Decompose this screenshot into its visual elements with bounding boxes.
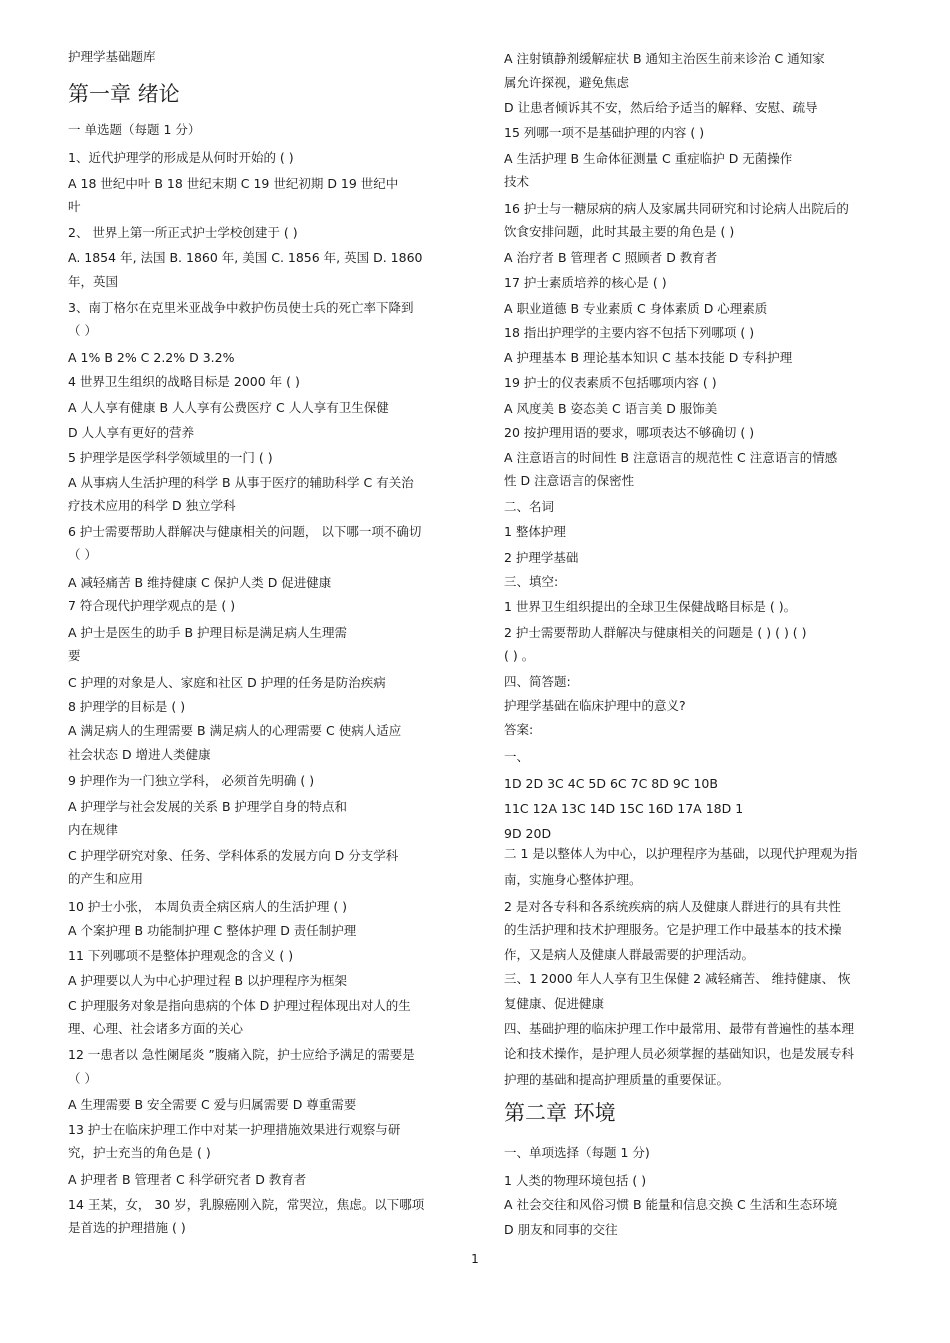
text-line: 社会状态 D 增进人类健康 (68, 747, 211, 762)
text-line: A 注射镇静剂缓解症状 B 通知主治医生前来诊治 C 通知家 (504, 51, 825, 66)
text-line: A 护士是医生的助手 B 护理目标是满足病人生理需 (68, 625, 348, 640)
text-line: 6 护士需要帮助人群解决与健康相关的问题， 以下哪一项不确切 (68, 524, 422, 539)
text-line: A 社会交往和风俗习惯 B 能量和信息交换 C 生活和生态环境 (504, 1197, 838, 1212)
text-line: 8 护理学的目标是 ( ) (68, 699, 186, 714)
text-line: A 注意语言的时间性 B 注意语言的规范性 C 注意语言的情感 (504, 450, 838, 465)
text-line: A 护理者 B 管理者 C 科学研究者 D 教育者 (68, 1172, 307, 1187)
text-line: 要 (68, 648, 81, 663)
text-line: 一 单选题（每题 1 分） (68, 122, 201, 137)
text-line: 答案: (504, 722, 534, 737)
text-line: A 1% B 2% C 2.2% D 3.2% (68, 350, 235, 365)
text-line: 11C 12A 13C 14D 15C 16D 17A 18D 1 (504, 801, 744, 816)
text-line: 12 一患者以 急性阑尾炎 ”腹痛入院，护士应给予满足的需要是 (68, 1047, 415, 1062)
text-line: （ ） (68, 1071, 97, 1086)
text-line: 作，又是病人及健康人群最需要的护理活动。 (504, 947, 755, 962)
text-line: 技术 (504, 174, 530, 189)
text-line: 叶 (68, 199, 81, 214)
text-line: 一、单项选择（每题 1 分) (504, 1145, 650, 1160)
text-line: 三、填空: (504, 574, 559, 589)
text-line: （ ） (68, 323, 97, 338)
text-line: 二 1 是以整体人为中心，以护理程序为基础，以现代护理观为指 (504, 846, 858, 861)
text-line: 的产生和应用 (68, 871, 144, 886)
text-line: 17 护士素质培养的核心是 ( ) (504, 275, 667, 290)
text-line: 复健康、促进健康 (504, 996, 605, 1011)
text-line: 2 是对各专科和各系统疾病的病人及健康人群进行的具有共性 (504, 899, 841, 914)
text-line: 四、基础护理的临床护理工作中最常用、最带有普遍性的基本理 (504, 1021, 855, 1036)
text-line: D 人人享有更好的营养 (68, 425, 195, 440)
text-line: A 治疗者 B 管理者 C 照顾者 D 教育者 (504, 250, 718, 265)
text-line: 1 人类的物理环境包括 ( ) (504, 1173, 647, 1188)
text-line: 1 整体护理 (504, 524, 566, 539)
text-line: 论和技术操作，是护理人员必须掌握的基础知识，也是发展专科 (504, 1046, 855, 1061)
text-line: 2 护士需要帮助人群解决与健康相关的问题是 ( ) ( ) ( ) (504, 625, 807, 640)
text-line: A. 1854 年, 法国 B. 1860 年, 美国 C. 1856 年, 英国 D. 1860 (68, 250, 423, 265)
text-line: C 护理的对象是人、家庭和社区 D 护理的任务是防治疾病 (68, 675, 386, 690)
text-line: 10 护士小张， 本周负责全病区病人的生活护理 ( ) (68, 899, 348, 914)
text-line: D 让患者倾诉其不安，然后给予适当的解释、安慰、疏导 (504, 100, 818, 115)
text-line: 18 指出护理学的主要内容不包括下列哪项 ( ) (504, 325, 755, 340)
text-line: 3、南丁格尔在克里米亚战争中救护伤员使士兵的死亡率下降到 (68, 300, 414, 315)
text-line: A 从事病人生活护理的科学 B 从事于医疗的辅助科学 C 有关治 (68, 475, 414, 490)
text-line: A 护理学与社会发展的关系 B 护理学自身的特点和 (68, 799, 348, 814)
text-line: 三、1 2000 年人人享有卫生保健 2 减轻痛苦、 维持健康、 恢 (504, 971, 851, 986)
text-line: 16 护士与一糖尿病的病人及家属共同研究和讨论病人出院后的 (504, 201, 849, 216)
text-line: 理、心理、社会诸多方面的关心 (68, 1021, 244, 1036)
text-line: （ ） (68, 547, 97, 562)
text-line: C 护理学研究对象、任务、学科体系的发展方向 D 分支学科 (68, 848, 399, 863)
chapter-heading: 第二章 环境 (504, 1101, 616, 1125)
text-line: A 护理基本 B 理论基本知识 C 基本技能 D 专科护理 (504, 350, 793, 365)
text-line: 属允许探视，避免焦虑 (504, 75, 630, 90)
text-line: 15 列哪一项不是基础护理的内容 ( ) (504, 125, 705, 140)
text-line: 南，实施身心整体护理。 (504, 872, 642, 887)
text-line: C 护理服务对象是指向患病的个体 D 护理过程体现出对人的生 (68, 998, 411, 1013)
text-line: 二、名词 (504, 499, 555, 514)
text-line: 19 护士的仪表素质不包括哪项内容 ( ) (504, 375, 717, 390)
text-line: A 生活护理 B 生命体征测量 C 重症临护 D 无菌操作 (504, 151, 793, 166)
text-line: ( ) 。 (504, 648, 535, 663)
text-line: 一、 (504, 749, 530, 764)
text-line: 护理学基础在临床护理中的意义? (504, 698, 686, 713)
text-line: A 个案护理 B 功能制护理 C 整体护理 D 责任制护理 (68, 923, 357, 938)
text-line: 2 护理学基础 (504, 550, 579, 565)
text-line: 饮食安排问题，此时其最主要的角色是 ( ) (504, 224, 735, 239)
text-line: A 18 世纪中叶 B 18 世纪末期 C 19 世纪初期 D 19 世纪中 (68, 176, 399, 191)
text-line: 4 世界卫生组织的战略目标是 2000 年 ( ) (68, 374, 300, 389)
text-line: 14 王某，女， 30 岁，乳腺癌刚入院，常哭泣，焦虑。以下哪项 (68, 1197, 425, 1212)
text-line: 内在规律 (68, 822, 119, 837)
text-line: 四、简答题: (504, 674, 571, 689)
text-line: 年，英国 (68, 274, 119, 289)
text-line: 5 护理学是医学科学领域里的一门 ( ) (68, 450, 273, 465)
text-line: A 满足病人的生理需要 B 满足病人的心理需要 C 使病人适应 (68, 723, 402, 738)
text-line: A 减轻痛苦 B 维持健康 C 保护人类 D 促进健康 (68, 575, 332, 590)
text-line: 疗技术应用的科学 D 独立学科 (68, 498, 236, 513)
text-line: 1、近代护理学的形成是从何时开始的 ( ) (68, 150, 294, 165)
text-line: 性 D 注意语言的保密性 (504, 473, 635, 488)
page-number: 1 (471, 1252, 479, 1266)
text-line: 1D 2D 3C 4C 5D 6C 7C 8D 9C 10B (504, 776, 718, 791)
text-line: 护理学基础题库 (68, 49, 156, 64)
text-line: D 朋友和同事的交往 (504, 1222, 618, 1237)
text-line: 13 护士在临床护理工作中对某一护理措施效果进行观察与研 (68, 1122, 401, 1137)
text-line: A 人人享有健康 B 人人享有公费医疗 C 人人享有卫生保健 (68, 400, 389, 415)
chapter-heading: 第一章 绪论 (68, 82, 180, 106)
text-line: 究，护士充当的角色是 ( ) (68, 1145, 211, 1160)
text-line: 20 按护理用语的要求，哪项表达不够确切 ( ) (504, 425, 755, 440)
text-line: 11 下列哪项不是整体护理观念的含义 ( ) (68, 948, 294, 963)
text-line: A 护理要以人为中心护理过程 B 以护理程序为框架 (68, 973, 348, 988)
text-line: 是首选的护理措施 ( ) (68, 1220, 186, 1235)
text-line: A 职业道德 B 专业素质 C 身体素质 D 心理素质 (504, 301, 768, 316)
text-line: A 风度美 B 姿态美 C 语言美 D 服饰美 (504, 401, 718, 416)
text-line: 2、 世界上第一所正式护士学校创建于 ( ) (68, 225, 298, 240)
text-line: 1 世界卫生组织提出的全球卫生保健战略目标是 ( )。 (504, 599, 797, 614)
text-line: 9 护理作为一门独立学科， 必须首先明确 ( ) (68, 773, 315, 788)
text-line: A 生理需要 B 安全需要 C 爱与归属需要 D 尊重需要 (68, 1097, 357, 1112)
text-line: 护理的基础和提高护理质量的重要保证。 (504, 1072, 730, 1087)
text-line: 的生活护理和技术护理服务。它是护理工作中最基本的技术操 (504, 922, 842, 937)
text-line: 7 符合现代护理学观点的是 ( ) (68, 598, 236, 613)
text-line: 9D 20D (504, 826, 552, 841)
